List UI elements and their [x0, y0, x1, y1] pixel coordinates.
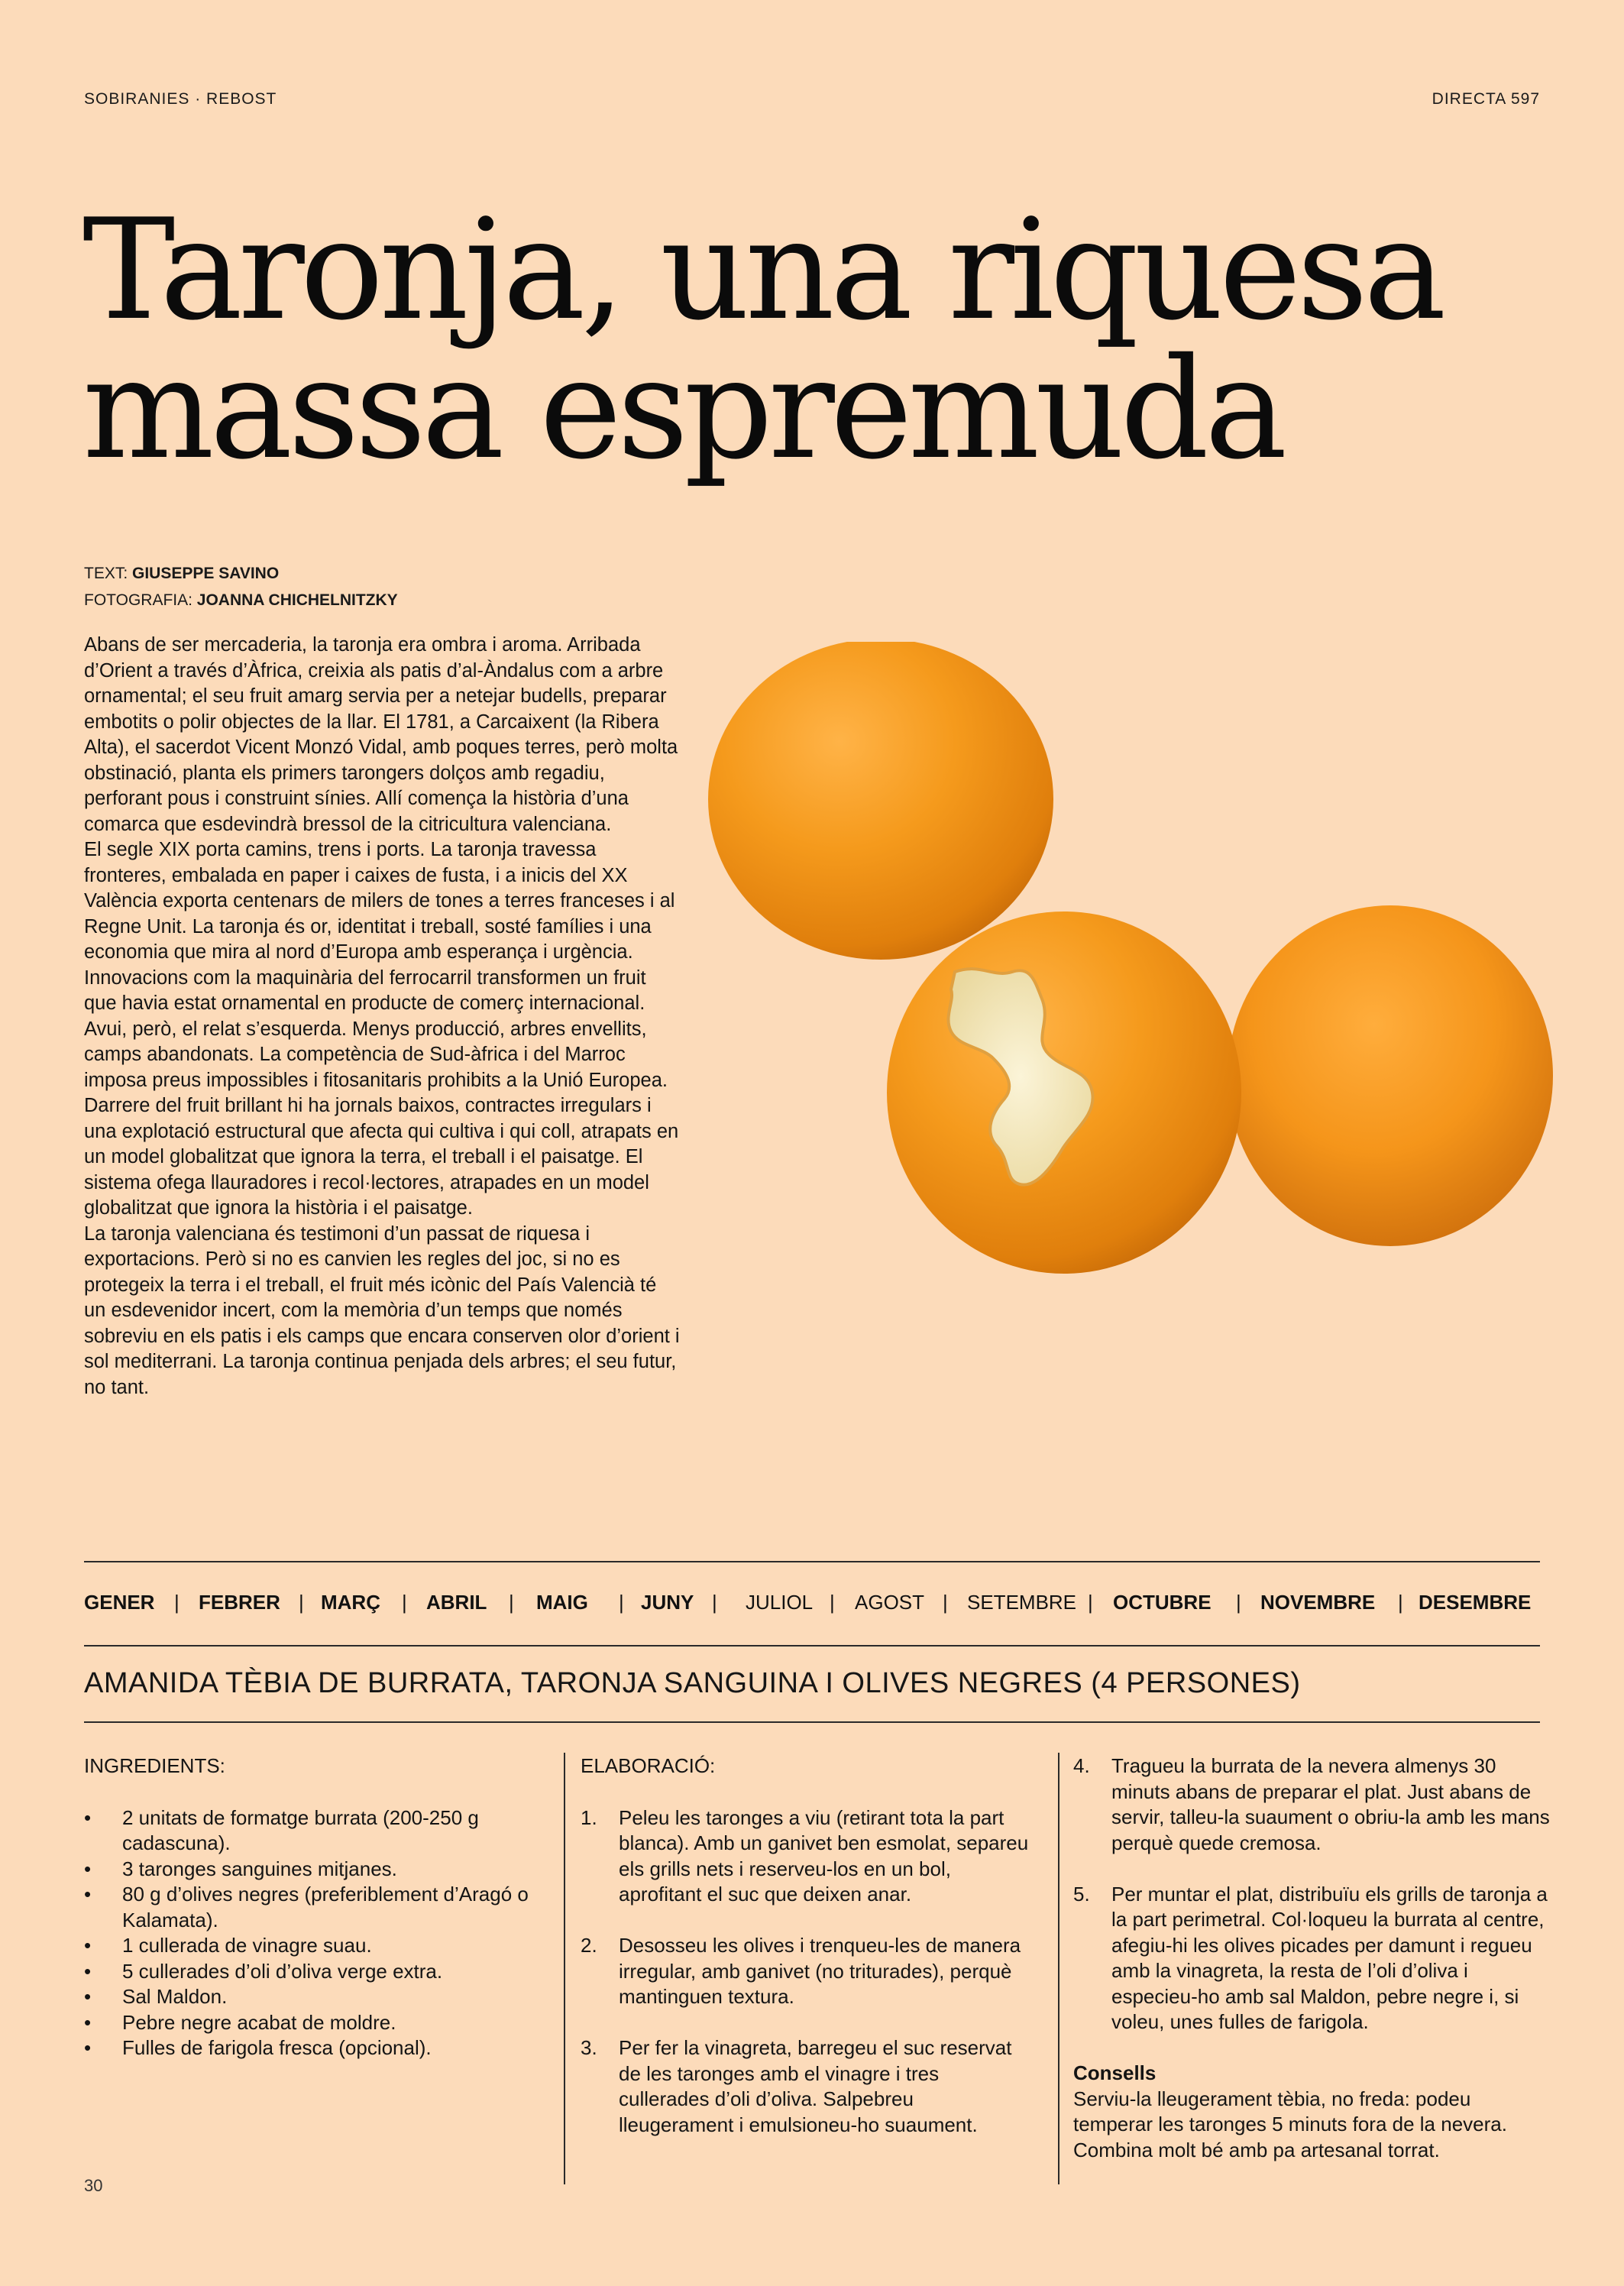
ingredients-column — [84, 1753, 542, 2061]
method-column — [581, 1753, 1031, 2164]
ingredient-item: • 1 cullerada de vinagre suau. — [84, 1933, 542, 1959]
photo-credit-label: FOTOGRAFIA: — [84, 591, 197, 609]
ingredient-item: • 5 cullerades d’oli d’oliva verge extra. — [84, 1959, 542, 1985]
month-separator: | — [1088, 1591, 1093, 1614]
month-abril: ABRIL — [426, 1591, 487, 1614]
month-febrer: FEBRER — [199, 1591, 280, 1614]
months-bottom-rule — [84, 1645, 1540, 1647]
column-divider — [564, 1753, 565, 2184]
ingredient-item: • Fulles de farigola fresca (opcional). — [84, 2035, 542, 2061]
orange-right — [1228, 905, 1553, 1246]
month-novembre: NOVEMBRE — [1260, 1591, 1376, 1614]
month-juny: JUNY — [641, 1591, 694, 1614]
method-step — [1073, 1753, 1551, 1856]
month-separator: | — [943, 1591, 948, 1614]
photo-credit-author: JOANNA CHICHELNITZKY — [196, 591, 398, 609]
ingredient-item: • 3 taronges sanguines mitjanes. — [84, 1857, 542, 1883]
step-text: Per muntar el plat, distribuïu els grills de taronja a la part perimetral. Col·loqueu la burrata al centre, afegiu-hi les olives picades per damunt i regueu amb la vinagreta, la resta de l’oli d’oliva i especieu-ho amb sal Maldon, pebre negre i, si voleu, unes fulles de farigola. — [1111, 1882, 1548, 2033]
month-separator: | — [712, 1591, 717, 1614]
ingredients-heading: INGREDIENTS: — [84, 1754, 225, 1777]
column-divider — [1058, 1753, 1059, 2184]
month-separator: | — [830, 1591, 835, 1614]
ingredient-item: • Sal Maldon. — [84, 1984, 542, 2010]
step-text: Tragueu la burrata de la nevera almenys 30 minuts abans de preparar el plat. Just abans de servir, talleu-la suaument o obriu-la amb les mans perquè quede cremosa. — [1111, 1754, 1550, 1854]
body-paragraph: Avui, però, el relat s’esquerda. Menys producció, arbres envellits, camps abandonats. La competència de Sud-àfrica i del Marroc imposa preus impossibles i fitosanitaris prohibits a la Unió Europea. Darrere del fruit brillant hi ha jornals baixos, contractes irregulars i una explotació estructural que afecta qui cultiva i qui coll, atrapats en un model globalitzat que ignora la terra, el treball i el paisatge. El sistema ofega llauradores i recol·lectores, atrapades en un model globalitzat que ignora la història i el paisatge. — [84, 1018, 679, 1219]
month-octubre: OCTUBRE — [1113, 1591, 1212, 1614]
step-number: 4. — [1073, 1754, 1090, 1777]
method-column-continued — [1073, 1753, 1551, 2163]
body-paragraph: Abans de ser mercaderia, la taronja era ombra i aroma. Arribada d’Orient a través d’Àfrica, creixia als patis d’al-Àndalus com a arbre ornamental; el seu fruit amarg servia per a netejar budells, preparar embotits o polir objectes de la llar. El 1781, a Carcaixent (la Ribera Alta), el sacerdot Vicent Monzó Vidal, amb poques terres, però molta obstinació, planta els primers tarongers dolços amb regadiu, perforant pous i construint sínies. Allí comença la història d’una comarca que esdevindrà bressol de la citricultura valenciana. — [84, 634, 678, 835]
method-steps-continued — [1073, 1753, 1551, 2035]
method-step — [1073, 1882, 1551, 2035]
step-text: Desosseu les olives i trenqueu-les de manera irregular, amb ganivet (no triturades), perquè mantinguen textura. — [619, 1934, 1021, 2008]
month-setembre: SETEMBRE — [967, 1591, 1077, 1614]
month-marc: MARÇ — [321, 1591, 380, 1614]
method-steps — [581, 1805, 1031, 2139]
ingredient-item: • 2 unitats de formatge burrata (200-250 g cadascuna). — [84, 1805, 542, 1857]
step-number: 3. — [581, 2036, 597, 2059]
recipe-title: AMANIDA TÈBIA DE BURRATA, TARONJA SANGUINA I OLIVES NEGRES (4 PERSONES) — [84, 1667, 1301, 1699]
text-credit-label: TEXT: — [84, 565, 133, 582]
method-step — [581, 1933, 1031, 2010]
month-separator: | — [299, 1591, 304, 1614]
step-text: Per fer la vinagreta, barregeu el suc reservat de les taronges amb el vinagre i tres cullerades d’oli d’oliva. Salpebreu lleugerament i emulsioneu-ho suaument. — [619, 2036, 1012, 2136]
month-separator: | — [1236, 1591, 1241, 1614]
section-label: SOBIRANIES · REBOST — [84, 90, 277, 108]
method-heading: ELABORACIÓ: — [581, 1754, 716, 1777]
title-line-2: massa espremuda — [82, 328, 1283, 490]
method-step — [581, 1805, 1031, 1908]
page-number: 30 — [84, 2176, 103, 2195]
ingredient-item: • 80 g d’olives negres (preferiblement d’Aragó o Kalamata). — [84, 1882, 542, 1933]
text-credit — [84, 560, 398, 587]
ingredient-item: • Pebre negre acabat de moldre. — [84, 2010, 542, 2036]
month-separator: | — [509, 1591, 514, 1614]
months-top-rule — [84, 1561, 1540, 1562]
recipe-title-rule — [84, 1721, 1540, 1723]
step-number: 5. — [1073, 1882, 1090, 1906]
title-line-1: Taronja, una riquesa — [82, 189, 1442, 351]
tips-heading: Consells — [1073, 2061, 1157, 2084]
month-juliol: JULIOL — [746, 1591, 814, 1614]
article-body — [84, 633, 680, 1400]
month-separator: | — [1398, 1591, 1403, 1614]
month-maig: MAIG — [536, 1591, 588, 1614]
oranges-photo — [691, 642, 1554, 1322]
ingredients-list — [84, 1805, 542, 2061]
month-separator: | — [619, 1591, 624, 1614]
orange-top-left — [708, 642, 1053, 960]
month-separator: | — [174, 1591, 180, 1614]
season-months — [84, 1591, 1540, 1621]
body-paragraph: La taronja valenciana és testimoni d’un passat de riquesa i exportacions. Però si no es canvien les regles del joc, si no es protegeix la terra i el treball, el fruit més icònic del País Valencià té un esdevenidor incert, com la memòria d’un temps que només sobreviu en els patis i els camps que encara conserven olor d’orient i sol mediterrani. La taronja continua penjada dels arbres; el seu futur, no tant. — [84, 1222, 680, 1398]
credits — [84, 560, 398, 614]
photo-credit — [84, 587, 398, 614]
tips-text: Serviu-la lleugerament tèbia, no freda: podeu temperar les taronges 5 minuts fora de la nevera. Combina molt bé amb pa artesanal torrat. — [1073, 2087, 1507, 2161]
text-credit-author: GIUSEPPE SAVINO — [132, 565, 280, 582]
step-text: Peleu les taronges a viu (retirant tota la part blanca). Amb un ganivet ben esmolat, separeu els grills nets i reserveu-los en un bol, aprofitant el suc que deixen anar. — [619, 1805, 1029, 1906]
month-gener: GENER — [84, 1591, 155, 1614]
step-number: 1. — [581, 1805, 597, 1829]
method-step — [581, 2035, 1031, 2138]
issue-label: DIRECTA 597 — [1432, 90, 1540, 108]
month-agost: AGOST — [855, 1591, 925, 1614]
step-number: 2. — [581, 1934, 597, 1957]
month-separator: | — [402, 1591, 407, 1614]
body-paragraph: El segle XIX porta camins, trens i ports. La taronja travessa fronteres, embalada en paper i caixes de fusta, i a inicis del XX València exporta centenars de milers de tones a terres franceses i al Regne Unit. La taronja és or, identitat i treball, sosté famílies i una economia que mira al nord d’Europa amb esperança i urgència. Innovacions com la maquinària del ferrocarril transformen un fruit que havia estat ornamental en producte de comerç internacional. — [84, 839, 675, 1014]
article-title — [82, 189, 1442, 490]
month-desembre: DESEMBRE — [1419, 1591, 1532, 1614]
